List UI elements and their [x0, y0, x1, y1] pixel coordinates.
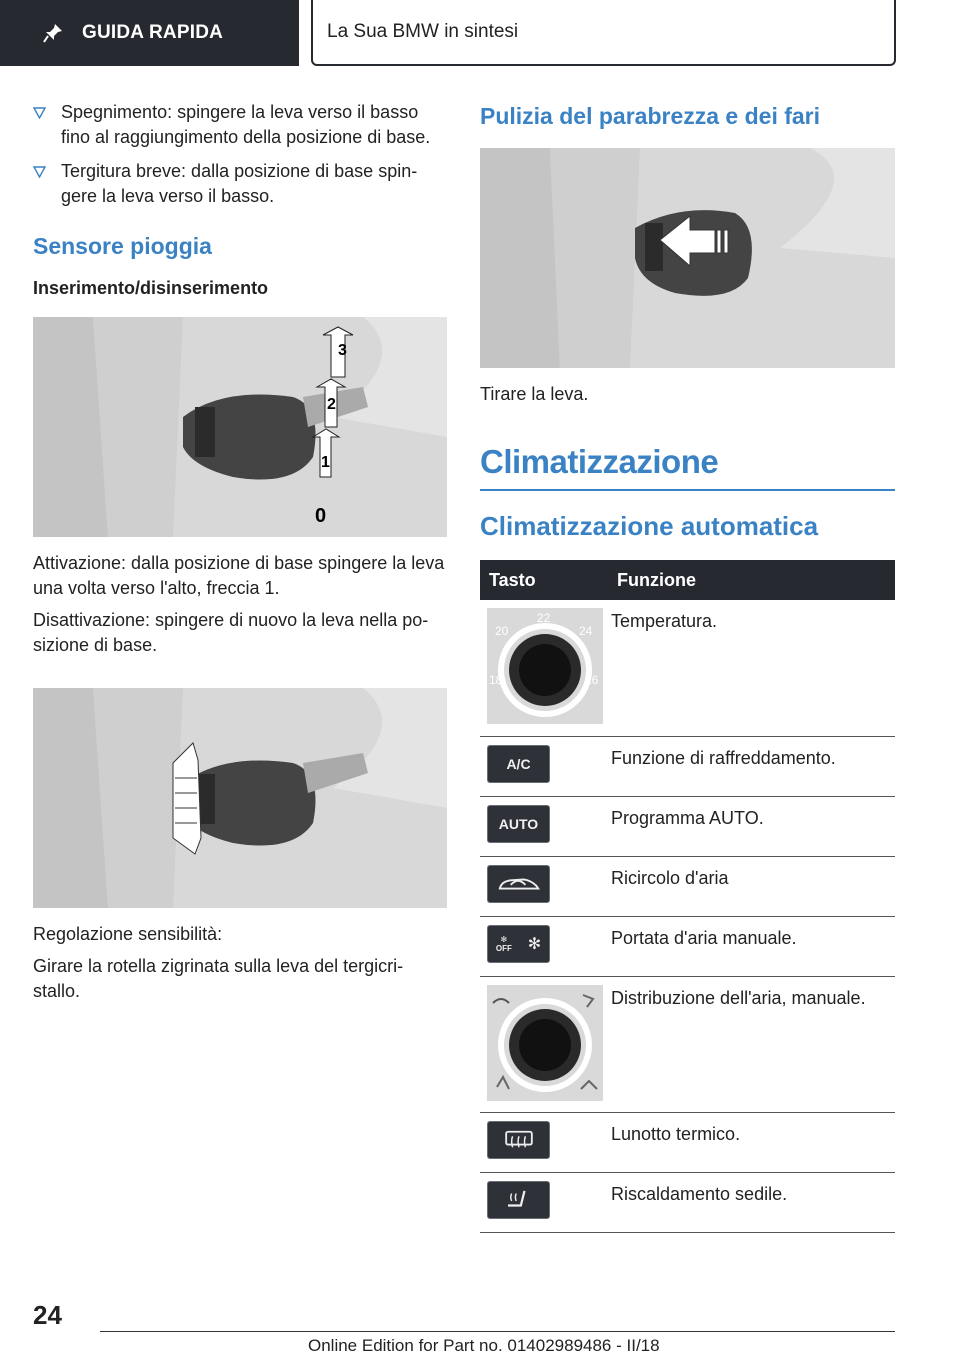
- svg-text:24: 24: [579, 624, 593, 638]
- function-text: Funzione di raffreddamento.: [603, 736, 895, 796]
- svg-text:26: 26: [585, 673, 599, 687]
- function-text: Temperatura.: [603, 600, 895, 736]
- column-header-function: Funzione: [603, 560, 895, 600]
- table-row: [480, 856, 895, 916]
- fan-small-icon: ✻: [500, 934, 508, 944]
- function-text: Ricircolo d'aria: [603, 856, 895, 916]
- arrow-label-0: 0: [315, 505, 327, 527]
- sensitivity-title: Regolazione sensibilità:: [33, 924, 223, 944]
- left-column: [33, 100, 447, 1011]
- windshield-cleaning-illustration: [480, 148, 895, 368]
- sensitivity-wheel-illustration: [33, 688, 447, 908]
- air-distribution-knob-icon: [487, 985, 603, 1101]
- list-item: [33, 100, 447, 150]
- table-row: [480, 796, 895, 856]
- fan-off-label: OFF: [495, 943, 512, 953]
- footer-divider: [100, 1331, 895, 1332]
- table-row: [480, 1112, 895, 1172]
- fan-button-icon: [487, 925, 550, 963]
- table-row: [480, 916, 895, 976]
- function-text: Distribuzione dell'aria, manuale.: [603, 976, 895, 1112]
- function-text: Riscaldamento sedile.: [603, 1172, 895, 1232]
- cleaning-heading: Pulizia del parabrezza e dei fari: [480, 103, 821, 129]
- bullet-text: Spegnimento: spingere la leva verso il basso fino al raggiungimento della posizione di base.: [61, 102, 431, 147]
- sensitivity-text: Girare la rotella zigrinata sulla leva del tergicri-stallo.: [33, 956, 404, 1001]
- right-column: [480, 100, 895, 1233]
- footer-edition: Online Edition for Part no. 01402989486 - II/18: [308, 1336, 660, 1355]
- auto-climate-heading: Climatizzazione automatica: [480, 511, 819, 541]
- bullet-text: Tergitura breve: dalla posizione di base spin-gere la leva verso il basso.: [61, 161, 418, 206]
- triangle-bullet-icon: [33, 159, 61, 209]
- arrow-label-2: 2: [327, 396, 336, 413]
- pin-icon: [42, 22, 64, 44]
- rain-sensor-subheading: Inserimento/disinserimento: [33, 278, 269, 298]
- climate-functions-table: [480, 560, 895, 1233]
- ac-button-icon: A/C: [487, 745, 550, 783]
- temperature-knob-icon: [487, 608, 603, 724]
- header-chapter-label: La Sua BMW in sintesi: [327, 21, 519, 42]
- climate-heading: Climatizzazione: [480, 443, 895, 491]
- table-row: [480, 1172, 895, 1232]
- table-row: [480, 976, 895, 1112]
- arrow-label-3: 3: [338, 342, 347, 359]
- header-chapter-tab[interactable]: [311, 0, 896, 66]
- svg-text:18: 18: [489, 673, 503, 687]
- deactivation-text: Disattivazione: spingere di nuovo la leva nella po-sizione di base.: [33, 610, 429, 655]
- header-section-tab[interactable]: [0, 0, 299, 66]
- table-row: [480, 600, 895, 736]
- header-section-label: GUIDA RAPIDA: [82, 22, 224, 43]
- seat-heating-button-icon: [487, 1181, 550, 1219]
- cleaning-text: Tirare la leva.: [480, 384, 589, 404]
- fan-large-icon: ✻: [527, 935, 542, 953]
- activation-text: Attivazione: dalla posizione di base spingere la leva una volta verso l'alto, freccia 1.: [33, 553, 445, 598]
- rain-sensor-lever-illustration: [33, 317, 447, 537]
- function-text: Programma AUTO.: [603, 796, 895, 856]
- auto-button-icon: AUTO: [487, 805, 550, 843]
- table-row: [480, 736, 895, 796]
- recirculation-button-icon: [487, 865, 550, 903]
- arrow-label-1: 1: [321, 454, 330, 471]
- page-number: 24: [33, 1300, 62, 1330]
- svg-text:22: 22: [537, 611, 551, 625]
- svg-text:20: 20: [495, 624, 509, 638]
- column-header-key: Tasto: [480, 560, 603, 600]
- rear-defrost-button-icon: [487, 1121, 550, 1159]
- function-text: Lunotto termico.: [603, 1112, 895, 1172]
- rain-sensor-heading: Sensore pioggia: [33, 233, 212, 259]
- triangle-bullet-icon: [33, 100, 61, 150]
- function-text: Portata d'aria manuale.: [603, 916, 895, 976]
- list-item: [33, 159, 447, 209]
